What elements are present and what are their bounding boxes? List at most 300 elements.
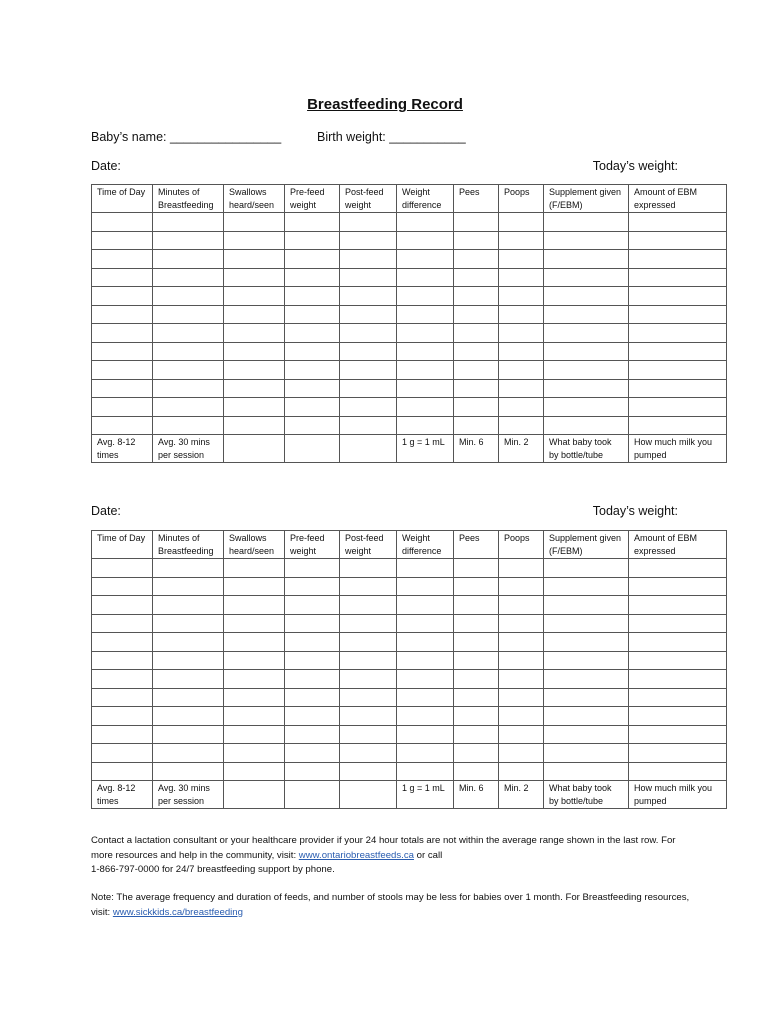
page-title: Breastfeeding Record <box>307 96 463 113</box>
entry-cell <box>340 577 397 596</box>
entry-cell <box>285 305 340 324</box>
entry-cell <box>285 614 340 633</box>
column-header: Post-feed weight <box>340 531 397 559</box>
entry-cell <box>92 762 153 781</box>
entry-cell <box>153 762 224 781</box>
table-header-row <box>92 531 727 559</box>
entry-cell <box>285 268 340 287</box>
baby-name-field: Baby’s name: ________________ <box>91 130 282 144</box>
entry-cell <box>454 268 499 287</box>
entry-cell <box>285 416 340 435</box>
entry-cell <box>454 361 499 380</box>
entry-cell <box>340 670 397 689</box>
entry-cell <box>224 342 285 361</box>
entry-cell <box>285 707 340 726</box>
entry-cell <box>454 614 499 633</box>
table-row <box>92 324 727 343</box>
entry-cell <box>397 305 454 324</box>
entry-cell <box>544 688 629 707</box>
entry-cell <box>224 324 285 343</box>
entry-cell <box>153 250 224 269</box>
entry-cell <box>92 287 153 306</box>
entry-cell <box>92 596 153 615</box>
entry-cell <box>499 744 544 763</box>
entry-cell <box>397 342 454 361</box>
column-header: Amount of EBM expressed <box>629 185 727 213</box>
entry-cell <box>340 287 397 306</box>
guide-cell: Avg. 8-12 times <box>92 781 153 809</box>
entry-cell <box>454 577 499 596</box>
entry-cell <box>629 361 727 380</box>
entry-cell <box>224 577 285 596</box>
guide-cell <box>340 435 397 463</box>
entry-cell <box>499 287 544 306</box>
entry-cell <box>629 213 727 232</box>
entry-cell <box>499 762 544 781</box>
table-row <box>92 305 727 324</box>
entry-cell <box>340 596 397 615</box>
table-row <box>92 744 727 763</box>
column-header: Minutes of Breastfeeding <box>153 185 224 213</box>
entry-cell <box>397 287 454 306</box>
column-header: Post-feed weight <box>340 185 397 213</box>
entry-cell <box>397 633 454 652</box>
entry-cell <box>499 342 544 361</box>
entry-cell <box>153 287 224 306</box>
entry-cell <box>92 633 153 652</box>
todays-weight-label-1: Today’s weight: <box>592 159 678 173</box>
entry-cell <box>544 707 629 726</box>
entry-cell <box>397 725 454 744</box>
entry-cell <box>340 559 397 578</box>
entry-cell <box>285 342 340 361</box>
entry-cell <box>224 725 285 744</box>
entry-cell <box>454 670 499 689</box>
entry-cell <box>454 398 499 417</box>
entry-cell <box>629 762 727 781</box>
table-row <box>92 559 727 578</box>
table-row <box>92 213 727 232</box>
entry-cell <box>454 287 499 306</box>
entry-cell <box>629 651 727 670</box>
entry-cell <box>544 614 629 633</box>
entry-cell <box>629 342 727 361</box>
entry-cell <box>285 688 340 707</box>
entry-cell <box>340 651 397 670</box>
entry-cell <box>454 596 499 615</box>
entry-cell <box>285 744 340 763</box>
table-row <box>92 670 727 689</box>
entry-cell <box>454 305 499 324</box>
entry-cell <box>544 744 629 763</box>
entry-cell <box>285 670 340 689</box>
guide-cell: Avg. 8-12 times <box>92 435 153 463</box>
entry-cell <box>629 725 727 744</box>
entry-cell <box>224 707 285 726</box>
entry-cell <box>544 379 629 398</box>
entry-cell <box>397 416 454 435</box>
entry-cell <box>454 725 499 744</box>
entry-cell <box>285 762 340 781</box>
table-row <box>92 596 727 615</box>
entry-cell <box>454 324 499 343</box>
entry-cell <box>285 398 340 417</box>
entry-cell <box>285 213 340 232</box>
entry-cell <box>340 762 397 781</box>
entry-cell <box>499 577 544 596</box>
entry-cell <box>153 596 224 615</box>
entry-cell <box>499 379 544 398</box>
entry-cell <box>153 707 224 726</box>
entry-cell <box>224 416 285 435</box>
entry-cell <box>397 707 454 726</box>
entry-cell <box>285 379 340 398</box>
entry-cell <box>224 596 285 615</box>
entry-cell <box>153 268 224 287</box>
entry-cell <box>153 361 224 380</box>
entry-cell <box>499 213 544 232</box>
entry-cell <box>544 670 629 689</box>
entry-cell <box>499 670 544 689</box>
entry-cell <box>397 670 454 689</box>
entry-cell <box>153 614 224 633</box>
entry-cell <box>499 416 544 435</box>
entry-cell <box>397 213 454 232</box>
table-header-row <box>92 185 727 213</box>
entry-cell <box>92 670 153 689</box>
table-row <box>92 633 727 652</box>
entry-cell <box>397 231 454 250</box>
entry-cell <box>153 398 224 417</box>
entry-cell <box>397 614 454 633</box>
column-header: Poops <box>499 185 544 213</box>
entry-cell <box>629 305 727 324</box>
entry-cell <box>153 633 224 652</box>
entry-cell <box>454 688 499 707</box>
guide-cell: Min. 2 <box>499 435 544 463</box>
entry-cell <box>224 268 285 287</box>
entry-cell <box>544 231 629 250</box>
guide-row <box>92 435 727 463</box>
entry-cell <box>340 416 397 435</box>
column-header: Pees <box>454 531 499 559</box>
entry-cell <box>285 250 340 269</box>
entry-cell <box>92 614 153 633</box>
birth-weight-field: Birth weight: ___________ <box>317 130 466 144</box>
table-row <box>92 614 727 633</box>
entry-cell <box>224 651 285 670</box>
ontariobreastfeeds-link[interactable]: www.ontariobreastfeeds.ca <box>298 849 414 861</box>
entry-cell <box>340 342 397 361</box>
table-row <box>92 231 727 250</box>
entry-cell <box>285 725 340 744</box>
entry-cell <box>285 287 340 306</box>
guide-cell: Min. 6 <box>454 781 499 809</box>
entry-cell <box>340 707 397 726</box>
entry-cell <box>92 416 153 435</box>
sickkids-link[interactable]: www.sickkids.ca/breastfeeding <box>112 906 243 918</box>
entry-cell <box>224 287 285 306</box>
entry-cell <box>285 361 340 380</box>
entry-cell <box>340 398 397 417</box>
todays-weight-label-2: Today’s weight: <box>592 504 678 518</box>
guide-row <box>92 781 727 809</box>
entry-cell <box>544 651 629 670</box>
entry-cell <box>340 213 397 232</box>
entry-cell <box>544 559 629 578</box>
entry-cell <box>224 744 285 763</box>
entry-cell <box>397 577 454 596</box>
guide-cell: 1 g = 1 mL <box>397 781 454 809</box>
contact-text: Contact a lactation consultant or your healthcare provider if your 24 hour totals are not within the average range shown in the last row. For more resources and help in the community, visit: <box>91 835 676 861</box>
entry-cell <box>397 651 454 670</box>
entry-cell <box>629 614 727 633</box>
entry-cell <box>454 250 499 269</box>
entry-cell <box>285 651 340 670</box>
column-header: Minutes of Breastfeeding <box>153 531 224 559</box>
guide-cell: How much milk you pumped <box>629 781 727 809</box>
entry-cell <box>499 398 544 417</box>
guide-cell <box>285 781 340 809</box>
entry-cell <box>454 707 499 726</box>
entry-cell <box>92 342 153 361</box>
entry-cell <box>153 744 224 763</box>
entry-cell <box>499 324 544 343</box>
column-header: Supplement given (F/EBM) <box>544 531 629 559</box>
entry-cell <box>92 707 153 726</box>
entry-cell <box>153 670 224 689</box>
entry-cell <box>397 398 454 417</box>
entry-cell <box>340 744 397 763</box>
entry-cell <box>397 762 454 781</box>
entry-cell <box>544 725 629 744</box>
entry-cell <box>224 379 285 398</box>
entry-cell <box>397 361 454 380</box>
feeding-log-table-2 <box>91 530 727 809</box>
guide-cell: What baby took by bottle/tube <box>544 781 629 809</box>
entry-cell <box>629 416 727 435</box>
entry-cell <box>340 633 397 652</box>
entry-cell <box>629 379 727 398</box>
entry-cell <box>629 324 727 343</box>
entry-cell <box>544 361 629 380</box>
entry-cell <box>397 559 454 578</box>
entry-cell <box>397 688 454 707</box>
column-header: Weight difference <box>397 531 454 559</box>
entry-cell <box>92 577 153 596</box>
entry-cell <box>224 559 285 578</box>
table-row <box>92 379 727 398</box>
entry-cell <box>340 361 397 380</box>
entry-cell <box>454 213 499 232</box>
entry-cell <box>397 324 454 343</box>
entry-cell <box>224 250 285 269</box>
entry-cell <box>544 268 629 287</box>
entry-cell <box>499 231 544 250</box>
column-header: Pre-feed weight <box>285 531 340 559</box>
column-header: Amount of EBM expressed <box>629 531 727 559</box>
table-row <box>92 688 727 707</box>
guide-cell: Min. 6 <box>454 435 499 463</box>
entry-cell <box>92 744 153 763</box>
entry-cell <box>454 651 499 670</box>
entry-cell <box>153 416 224 435</box>
column-header: Pees <box>454 185 499 213</box>
guide-cell: Avg. 30 mins per session <box>153 435 224 463</box>
entry-cell <box>454 416 499 435</box>
entry-cell <box>340 268 397 287</box>
entry-cell <box>153 688 224 707</box>
entry-cell <box>397 596 454 615</box>
entry-cell <box>224 231 285 250</box>
entry-cell <box>153 577 224 596</box>
entry-cell <box>92 398 153 417</box>
entry-cell <box>92 651 153 670</box>
guide-cell: What baby took by bottle/tube <box>544 435 629 463</box>
table-row <box>92 725 727 744</box>
entry-cell <box>629 688 727 707</box>
column-header: Weight difference <box>397 185 454 213</box>
entry-cell <box>397 268 454 287</box>
entry-cell <box>153 342 224 361</box>
entry-cell <box>629 250 727 269</box>
table-row <box>92 342 727 361</box>
table-row <box>92 651 727 670</box>
entry-cell <box>629 268 727 287</box>
entry-cell <box>153 725 224 744</box>
entry-cell <box>340 250 397 269</box>
entry-cell <box>285 559 340 578</box>
entry-cell <box>544 250 629 269</box>
entry-cell <box>544 398 629 417</box>
entry-cell <box>92 725 153 744</box>
table-row <box>92 268 727 287</box>
entry-cell <box>340 324 397 343</box>
date-label-2: Date: <box>91 504 121 518</box>
entry-cell <box>499 305 544 324</box>
entry-cell <box>224 688 285 707</box>
entry-cell <box>544 287 629 306</box>
guide-cell: Min. 2 <box>499 781 544 809</box>
entry-cell <box>629 596 727 615</box>
table-row <box>92 398 727 417</box>
guide-cell: How much milk you pumped <box>629 435 727 463</box>
frequency-note <box>91 891 691 920</box>
entry-cell <box>499 596 544 615</box>
entry-cell <box>285 577 340 596</box>
entry-cell <box>544 324 629 343</box>
table-row <box>92 577 727 596</box>
entry-cell <box>224 670 285 689</box>
entry-cell <box>454 633 499 652</box>
entry-cell <box>92 379 153 398</box>
entry-cell <box>544 342 629 361</box>
entry-cell <box>285 324 340 343</box>
entry-cell <box>544 596 629 615</box>
guide-cell <box>224 435 285 463</box>
entry-cell <box>499 707 544 726</box>
entry-cell <box>224 398 285 417</box>
table-row <box>92 361 727 380</box>
feeding-log-table-1 <box>91 184 727 463</box>
entry-cell <box>92 250 153 269</box>
entry-cell <box>340 725 397 744</box>
entry-cell <box>499 688 544 707</box>
entry-cell <box>153 324 224 343</box>
entry-cell <box>454 379 499 398</box>
entry-cell <box>499 559 544 578</box>
entry-cell <box>499 651 544 670</box>
entry-cell <box>499 725 544 744</box>
column-header: Supplement given (F/EBM) <box>544 185 629 213</box>
entry-cell <box>340 688 397 707</box>
entry-cell <box>629 633 727 652</box>
entry-cell <box>544 762 629 781</box>
entry-cell <box>544 213 629 232</box>
entry-cell <box>629 744 727 763</box>
table-row <box>92 707 727 726</box>
entry-cell <box>499 614 544 633</box>
entry-cell <box>629 577 727 596</box>
column-header: Pre-feed weight <box>285 185 340 213</box>
date-label-1: Date: <box>91 159 121 173</box>
entry-cell <box>224 213 285 232</box>
entry-cell <box>92 361 153 380</box>
entry-cell <box>92 688 153 707</box>
entry-cell <box>629 231 727 250</box>
entry-cell <box>153 231 224 250</box>
entry-cell <box>340 379 397 398</box>
entry-cell <box>397 744 454 763</box>
guide-cell <box>340 781 397 809</box>
entry-cell <box>224 361 285 380</box>
entry-cell <box>454 231 499 250</box>
entry-cell <box>397 379 454 398</box>
entry-cell <box>629 287 727 306</box>
note-text: Note: The average frequency and duration of feeds, and number of stools may be less for babies over 1 month. For Breastfeeding resources, visit: <box>91 892 690 918</box>
entry-cell <box>285 633 340 652</box>
entry-cell <box>454 744 499 763</box>
guide-cell <box>224 781 285 809</box>
entry-cell <box>629 670 727 689</box>
contact-note <box>91 834 691 878</box>
entry-cell <box>224 614 285 633</box>
guide-cell <box>285 435 340 463</box>
entry-cell <box>92 231 153 250</box>
table-row <box>92 287 727 306</box>
entry-cell <box>285 596 340 615</box>
entry-cell <box>340 305 397 324</box>
entry-cell <box>285 231 340 250</box>
entry-cell <box>499 361 544 380</box>
table-row <box>92 762 727 781</box>
entry-cell <box>153 213 224 232</box>
entry-cell <box>629 398 727 417</box>
guide-cell: Avg. 30 mins per session <box>153 781 224 809</box>
column-header: Swallows heard/seen <box>224 531 285 559</box>
entry-cell <box>92 305 153 324</box>
entry-cell <box>224 305 285 324</box>
entry-cell <box>340 614 397 633</box>
entry-cell <box>224 633 285 652</box>
column-header: Time of Day <box>92 185 153 213</box>
table-row <box>92 250 727 269</box>
entry-cell <box>499 268 544 287</box>
entry-cell <box>499 250 544 269</box>
entry-cell <box>224 762 285 781</box>
entry-cell <box>92 213 153 232</box>
entry-cell <box>153 559 224 578</box>
